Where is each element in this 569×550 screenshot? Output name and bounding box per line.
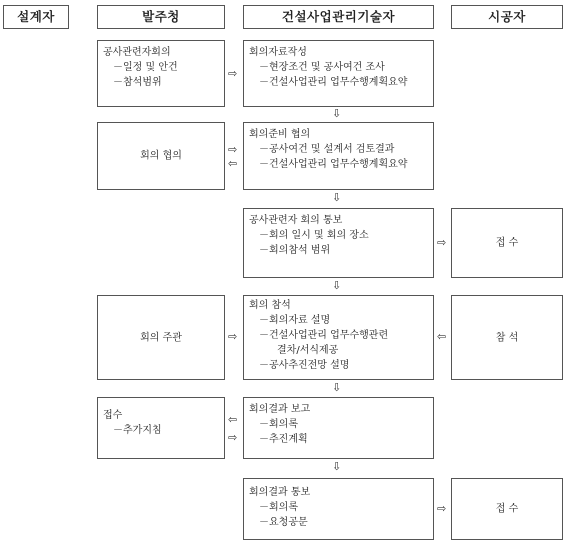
box-title: 회의준비 협의	[249, 129, 311, 140]
box-item: －건설사업관리 업무수행관련	[259, 330, 389, 341]
box-item: －일정 및 안건	[113, 62, 178, 73]
box-item: －공사추진전망 설명	[259, 360, 350, 371]
supervisor-box-notify-results	[243, 478, 434, 540]
client-box-meeting-consultation	[97, 122, 225, 190]
box-title: 공사관련자회의	[103, 47, 171, 58]
box-item: －회의자료 설명	[259, 315, 331, 326]
box-text: 회의 협의	[140, 150, 182, 162]
box-text: 회의 주관	[140, 332, 182, 343]
arrow-right-icon: ⇨	[228, 431, 238, 444]
supervisor-box-report-results	[243, 397, 434, 459]
box-item: －회의 일시 및 회의 장소	[259, 230, 369, 241]
arrow-down-icon: ⇩	[332, 191, 342, 204]
supervisor-box-attend-meeting	[243, 295, 434, 380]
box-title: 접수	[103, 410, 123, 421]
box-title: 회의자료작성	[249, 47, 307, 58]
box-item: －공사여건 및 설계서 검토결과	[259, 144, 395, 155]
client-box-meeting-of-parties	[97, 40, 225, 107]
arrow-right-icon: ⇨	[228, 330, 238, 343]
box-item: －건설사업관리 업무수행계획요약	[259, 159, 408, 170]
supervisor-box-prepare-materials	[243, 40, 434, 107]
box-item: 결차/서식제공	[277, 345, 339, 356]
box-item: －추가지침	[113, 425, 162, 436]
client-box-receive-report	[97, 397, 225, 459]
header-client: 발주청	[97, 5, 225, 29]
arrow-right-icon: ⇨	[437, 236, 447, 249]
box-title: 회의결과 보고	[249, 404, 311, 415]
box-title: 회의결과 통보	[249, 487, 311, 498]
box-text: 접 수	[495, 237, 519, 249]
supervisor-box-meeting-notice	[243, 208, 434, 278]
header-supervisor: 건설사업관리기술자	[243, 5, 434, 29]
client-box-host-meeting	[97, 295, 225, 380]
box-item: －회의록	[259, 502, 298, 513]
header-designer: 설계자	[3, 5, 69, 29]
box-text: 접 수	[495, 503, 519, 515]
box-item: －회의록	[259, 419, 298, 430]
contractor-box-receive-results	[451, 478, 563, 540]
box-title: 회의 참석	[249, 300, 291, 311]
box-title: 공사관련자 회의 통보	[249, 215, 343, 226]
supervisor-box-prep-consultation	[243, 122, 434, 190]
box-item: －회의참석 범위	[259, 245, 331, 256]
box-item: －요청공문	[259, 517, 308, 528]
arrow-left-icon: ⇦	[437, 330, 447, 343]
contractor-box-attend	[451, 295, 563, 380]
box-item: －참석범위	[113, 77, 162, 88]
box-text: 참 석	[495, 332, 519, 343]
arrow-down-icon: ⇩	[332, 460, 342, 473]
header-contractor: 시공자	[451, 5, 563, 29]
arrow-down-icon: ⇩	[332, 279, 342, 292]
arrow-right-icon: ⇨	[437, 502, 447, 515]
arrow-left-icon: ⇦	[228, 157, 238, 170]
arrow-down-icon: ⇩	[332, 381, 342, 394]
box-item: －건설사업관리 업무수행계획요약	[259, 77, 408, 88]
contractor-box-receive-notice	[451, 208, 563, 278]
arrow-left-icon: ⇦	[228, 413, 238, 426]
box-item: －현장조건 및 공사여건 조사	[259, 62, 385, 73]
arrow-down-icon: ⇩	[332, 107, 342, 120]
arrow-right-icon: ⇨	[228, 67, 238, 80]
box-item: －추진계획	[259, 434, 308, 445]
arrow-right-icon: ⇨	[228, 143, 238, 156]
